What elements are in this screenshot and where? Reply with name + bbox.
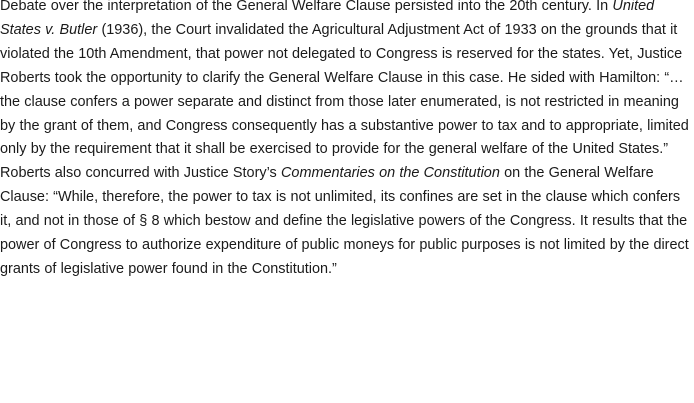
work-title-italic: Commentaries on the Constitution (280, 165, 500, 182)
case-name-italic: United States v. Butler (0, 0, 655, 38)
paragraph-text-3: on the General Welfare Clause: “While, therefore, the power to tax is not unlimited, its confines are set in the clause which confers it, and not in those of § 8 which bestow and define the legislative powers of the Congress. It results that the power of Congress to authorize expenditure of public moneys for public purposes is not limited by the direct grants of legislative power found in the Constitution.” (0, 165, 689, 277)
paragraph-text-2: (1936), the Court invalidated the Agricultural Adjustment Act of 1933 on the grounds that it violated the 10th Amendment, that power not delegated to Congress is reserved for the states. Yet, Justice Roberts took the opportunity to clarify the General Welfare Clause in this case. He sided with Hamilton: “…the clause confers a power separate and distinct from those later enumerated, is not restricted in meaning by the grant of them, and Congress consequently has a substantive power to tax and to appropriate, limited only by the requirement that it shall be exercised to provide for the general welfare of the United States.” Roberts also concurred with Justice Story’s (0, 21, 689, 182)
paragraph-text-1: Debate over the interpretation of the General Welfare Clause persisted into the 20th century. In (0, 0, 613, 14)
